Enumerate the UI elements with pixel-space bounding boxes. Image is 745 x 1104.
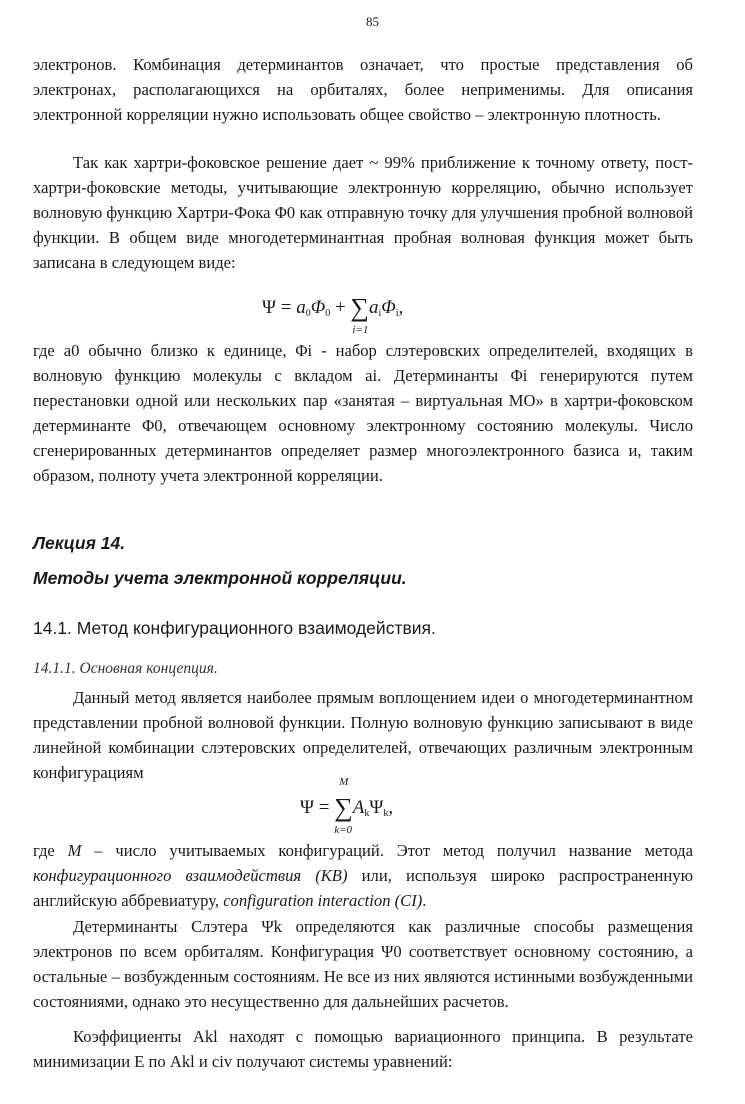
formula-subscript: i: [395, 308, 399, 319]
formula-subscript: k: [383, 808, 389, 819]
paragraph-3-text: где a0 обычно близко к единице, Φi - набор слэтеровских определителей, входящих в волновую функцию молекулы с вкладом ai. Детерминанты Φi генерируются путем перестановки одной или нескольких пар «занятая – виртуальная МО» в хартри-фоковском детерминанте Φ0, отвечающем основному электронному состоянию молекулы. Число сгенерированных детерминантов определяет размер многоэлектронного базиса и, таким образом, полноту учета электронной корреляции.: [33, 341, 693, 485]
formula-term: Ψ: [369, 797, 384, 818]
paragraph-1-text: электронов. Комбинация детерминантов означает, что простые представления об электронах, располагающихся на орбиталях, более неприменимы. Для описания электронной корреляции нужно использовать общее свойство – электронную плотность.: [33, 55, 693, 124]
formula-subscript: k: [364, 808, 370, 819]
term-ci-english: configuration interaction (CI): [223, 891, 423, 910]
paragraph-7: [33, 1024, 693, 1074]
formula-lhs: Ψ =: [300, 797, 335, 818]
summation-lower-limit: k=0: [334, 824, 353, 836]
summation-lower-limit: i=1: [352, 324, 369, 336]
formula-hf-expansion: [262, 290, 404, 336]
paragraph-1: [33, 52, 693, 127]
summation-icon: ∑: [350, 293, 369, 322]
formula-comma: ,: [398, 297, 404, 318]
paragraph-6: [33, 914, 693, 1014]
formula-comma: ,: [388, 797, 394, 818]
text-run-italic: M: [67, 841, 82, 860]
formula-lhs: Ψ =: [262, 297, 297, 318]
formula-plus: +: [330, 297, 351, 318]
formula-subscript: i: [378, 308, 382, 319]
paragraph-7-text: Коэффициенты Akl находят с помощью вариационного принципа. В результате минимизации E по Akl и civ получают системы уравнений:: [33, 1027, 693, 1071]
subsection-title: 14.1.1. Основная концепция.: [33, 660, 218, 677]
paragraph-4-text: Данный метод является наиболее прямым воплощением идеи о многодетерминантном представлении пробной волновой функции. Полную волновую функцию записывают в виде линейной комбинации слэтеровских определителей, отвечающих различным электронным конфигурациям: [33, 688, 693, 782]
paragraph-6-text: Детерминанты Слэтера Ψk определяются как различные способы размещения электронов по всем орбиталям. Конфигурация Ψ0 соответствует основному состоянию, а остальные – возбужденным состояниям. Не все из них являются истинными возбужденными состояниями, однако это несущественно для дальнейших расчетов.: [33, 917, 693, 1011]
paragraph-2: [33, 150, 693, 275]
summation-upper-limit: M: [339, 776, 349, 788]
formula-ci-expansion: [300, 776, 394, 836]
formula-term: A: [352, 797, 365, 818]
formula-subscript: 0: [325, 308, 331, 319]
text-run: или, используя широко распространенную английскую аббревиатуру,: [33, 866, 694, 910]
text-run: – число учитываемых конфигураций. Этот метод получил название метода: [81, 841, 693, 860]
formula-term: Φ: [381, 297, 396, 318]
paragraph-2-text: Так как хартри-фоковское решение дает ~ 99% приближение к точному ответу, пост-хартри-фоковские методы, учитывающие электронную корреляцию, обычно использует волновую функцию Хартри-Фока Φ0 как отправную точку для улучшения пробной волновой функции. В общем виде многодетерминантная пробная волновая функция может быть записана в следующем виде:: [33, 153, 693, 272]
summation-icon: ∑: [334, 793, 353, 822]
paragraph-3: [33, 338, 693, 488]
lecture-title: Лекция 14.: [33, 533, 126, 553]
text-run: .: [422, 891, 427, 910]
paragraph-5-text: [33, 838, 693, 913]
formula-subscript: 0: [305, 308, 311, 319]
lecture-subtitle: Методы учета электронной корреляции.: [33, 568, 407, 588]
term-ci-russian: конфигурационного взаимодействия (КВ): [33, 866, 348, 885]
text-run: где: [33, 841, 68, 860]
page-number: 85: [366, 14, 379, 29]
formula-term: a: [368, 297, 379, 318]
paragraph-5: [33, 838, 693, 913]
formula-term: a: [296, 297, 306, 318]
paragraph-4: [33, 685, 693, 785]
formula-term: Φ: [310, 297, 326, 318]
section-title: 14.1. Метод конфигурационного взаимодействия.: [33, 618, 436, 638]
